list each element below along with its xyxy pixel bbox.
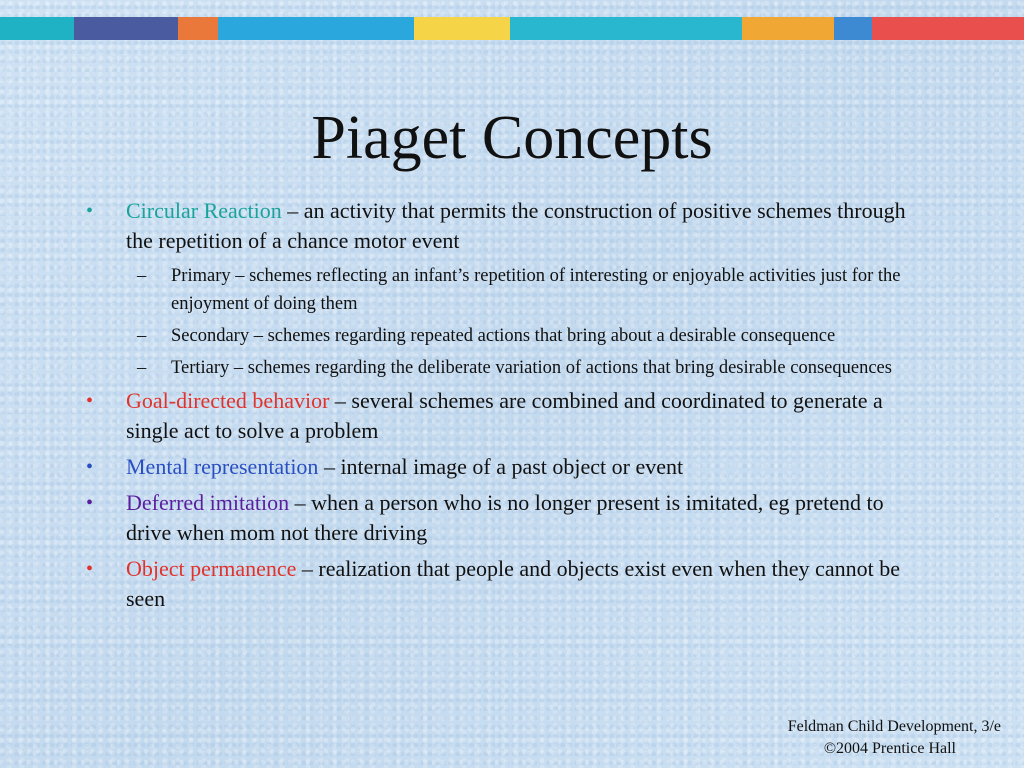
sub-bullet-item [0,322,1024,350]
bullet-term: Goal-directed behavior [126,388,330,413]
slide-footer [701,716,1001,760]
bullet-definition: – when a person who is no longer present is imitated, eg pretend to drive when mom not there driving [126,490,884,545]
dash-marker: – [137,326,147,346]
bullet-marker: • [86,390,94,412]
bullet-item [0,452,1024,482]
color-bar-segment [178,17,218,40]
color-bar-segment [510,17,742,40]
dash-marker: – [137,358,147,378]
bullet-item [0,554,1024,614]
color-bar-segment [218,17,414,40]
sub-bullet-text: Primary – schemes reflecting an infant’s repetition of interesting or enjoyable activities just for the enjoyment of doing them [171,266,901,314]
bullet-definition: – realization that people and objects exist even when they cannot be seen [126,556,900,611]
dash-marker: – [137,266,147,286]
bullet-definition: – an activity that permits the construction of positive schemes through the repetition of a chance motor event [126,198,906,253]
bullet-marker: • [86,456,94,478]
color-bar-segment [872,17,1024,40]
bullet-item [0,386,1024,446]
bullet-definition: – several schemes are combined and coordinated to generate a single act to solve a problem [126,388,883,443]
slide-title: Piaget Concepts [311,104,713,172]
decorative-color-bar [0,17,1024,40]
color-bar-segment [0,17,74,40]
color-bar-segment [74,17,178,40]
bullet-term: Deferred imitation [126,490,290,515]
bullet-definition: – internal image of a past object or event [318,454,684,479]
bullet-term: Object permanence [126,556,297,581]
bullet-marker: • [86,200,94,222]
sub-bullet-text: Tertiary – schemes regarding the deliberate variation of actions that bring desirable consequences [171,358,892,378]
footer-copyright: ©2004 Prentice Hall [823,740,956,757]
bullet-item [0,196,1024,256]
bullet-marker: • [86,558,94,580]
footer-credit: Feldman Child Development, 3/e [787,718,1001,735]
bullet-item [0,488,1024,548]
sub-bullet-item [0,354,1024,382]
color-bar-segment [414,17,510,40]
color-bar-segment [834,17,872,40]
color-bar-segment [742,17,834,40]
bullet-term: Mental representation [126,454,319,479]
bullet-term: Circular Reaction [126,198,282,223]
bullet-marker: • [86,492,94,514]
sub-bullet-item [0,262,1024,318]
slide-body [0,196,1024,620]
sub-bullet-text: Secondary – schemes regarding repeated actions that bring about a desirable consequence [171,326,836,346]
